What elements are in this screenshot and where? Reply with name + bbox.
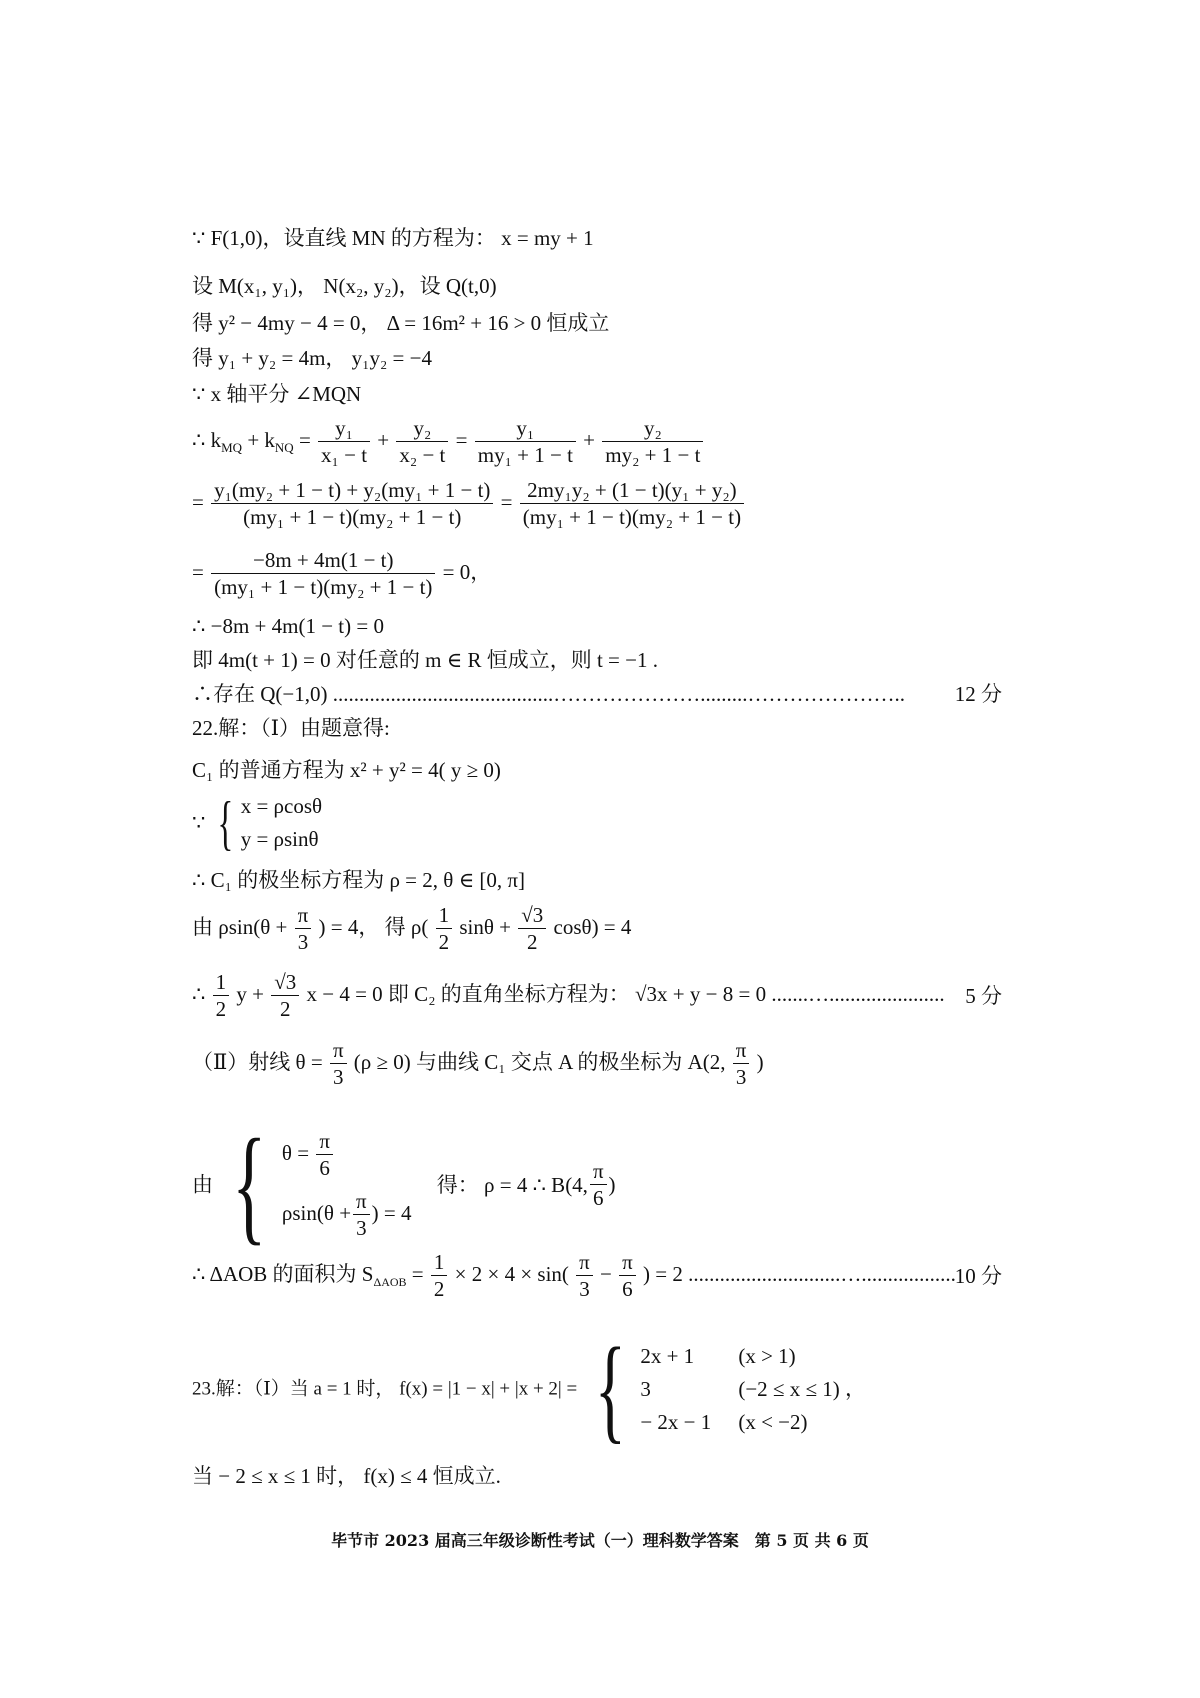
score-10: 10 分 [954,1264,1002,1288]
fraction: $\frac{-8m + 4m(1 - t)}{\text{(my₁ + 1 − t)(my₂ + 1 − t)}}$ [211,550,435,598]
line-focus-setup: ∵ F(1,0)，设直线 MN 的方程为： x = my + 1 [192,226,594,250]
line-angle-bisector: ∵ x 轴平分 ∠MQN [192,382,362,406]
line-equation-zero: ∴ −8m + 4m(1 − t) = 0 [192,614,384,638]
fraction: $\frac{\pi}{6}$ [590,1161,607,1209]
fraction: $\frac{\pi}{6}$ [316,1131,333,1179]
line-quadratic: 得 y² − 4my − 4 = 0， Δ = 16m² + 16 > 0 恒成立 [192,311,610,335]
line-c1-normal: C₁ 的普通方程为 x² + y² = 4( y ≥ 0) [192,758,501,782]
line-points-setup: 设 M(x₁, y₁)， N(x₂, y₂)，设 Q(t,0) [192,274,497,298]
line-ray-intersection: （Ⅱ）射线 θ = $\frac{\pi}{3}$ (ρ ≥ 0) 与曲线 C₁ 交点 A 的极坐标为 A(2, $\frac{\pi}{3}$ ) [192,1038,764,1089]
line-polar-system: ∵ { x = ρcosθ y = ρsinθ [192,790,323,856]
fraction: $\frac{√3}{2}$ [271,972,299,1020]
line-c1-polar: ∴ C₁ 的极坐标方程为 ρ = 2, θ ∈ [0, π] [192,868,525,892]
fraction: $\frac{\pi}{3}$ [353,1191,370,1239]
line-triangle-area: ∴ ΔAOB 的面积为 $S_{\Delta AOB}$ = $\frac{1}{2}$ × 2 × 4 × sin( $\frac{\pi}{3}$ − $\frac{\pi}{6}$ ) = 2 .............................….................. 10 分 [192,1250,1002,1301]
line-combined-fraction: = $\frac{\text{y₁(my₂ + 1 − t) + y₂(my₁ + 1 − t)}}{\text{(my₁ + 1 − t)(my₂ + 1 − t)}}$ = $\frac{\text{2my₁y₂ + (1 − t)(y₁ + y₂)}}{\text{(my₁ + 1 − t)(my₂ + 1 − t)}}$ [192,480,746,528]
fraction: $\frac{\text{2my₁y₂ + (1 − t)(y₁ + y₂)}}{\text{(my₁ + 1 − t)(my₂ + 1 − t)}}$ [520,480,744,528]
line-q-exists: ∴存在 Q(−1,0) ..........................................………………….........………………….. 12 分 [192,682,1002,706]
line-c2-expand: 由 ρsin(θ + $\frac{\pi}{3}$ ) = 4， 得 ρ( $\frac{1}{2}$ sinθ + $\frac{√3}{2}$ cosθ) = 4 [192,903,632,954]
fraction: $\frac{\text{y₁(my₂ + 1 − t) + y₂(my₁ + 1 − t)}}{\text{(my₁ + 1 − t)(my₂ + 1 − t)}}$ [211,480,493,528]
q22-heading: 22.解：（Ⅰ）由题意得: [192,716,390,740]
left-brace: { [232,1113,267,1257]
fraction: $\frac{\pi}{3}$ [576,1252,593,1300]
line-t-value: 即 4m(t + 1) = 0 对任意的 m ∈ R 恒成立，则 t = −1 . [192,648,658,672]
left-brace: { [595,1323,627,1454]
fraction: $\frac{1}{2}$ [436,905,453,953]
fraction: $\frac{1}{2}$ [213,972,230,1020]
line-simplified-fraction: = $\frac{-8m + 4m(1 - t)}{\text{(my₁ + 1 − t)(my₂ + 1 − t)}}$ = 0， [192,548,492,599]
line-vieta: 得 y₁ + y₂ = 4m， y₁y₂ = −4 [192,346,432,370]
fraction: $\frac{1}{2}$ [431,1252,448,1300]
q23-piecewise: 23.解：（Ⅰ）当 a = 1 时， f(x) = |1 − x| + |x + 2| = { 2x + 1 (x > 1) 3 (−2 ≤ x ≤ 1) − 2x − 1 (x < −2) ， [192,1323,866,1454]
page-footer: 毕节市 2023 届高三年级诊断性考试（一）理科数学答案 第 5 页 共 6 页 [331,1531,869,1550]
fraction: $\frac{\text{y₂}}{\text{my₂ + 1 − t}}$ [602,418,703,466]
fraction: $\frac{\text{y₂}}{\text{x₂ − t}}$ [396,418,448,466]
line-slope-sum: ∴ $k_{MQ} + k_{NQ}$ = $\frac{\text{y₁}}{\text{x₁ − t}}$ + $\frac{\text{y₂}}{\text{x₂ − t}}$ = $\frac{\text{y₁}}{\text{my₁ + 1 − t}}$ + $\frac{\text{y₂}}{\text{my₂ + 1 − t}}$ [192,418,705,466]
fraction: $\frac{√3}{2}$ [518,905,546,953]
fraction: $\frac{\pi}{6}$ [619,1252,636,1300]
left-brace: { [217,790,233,856]
score-5: 5 分 [965,984,1002,1008]
line-c2-cartesian: ∴ $\frac{1}{2}$ y + $\frac{√3}{2}$ x − 4 = 0 即 C₂ 的直角坐标方程为： √3x + y − 8 = 0 .......…...................... 5 分 [192,970,1002,1021]
fraction: $\frac{\pi}{3}$ [733,1040,750,1088]
fraction: $\frac{\text{y₁}}{\text{my₁ + 1 − t}}$ [475,418,576,466]
fraction: $\frac{\pi}{3}$ [295,905,312,953]
line-point-b: 由 { θ = $\frac{\pi}{6}$ ρsin(θ + $\frac{\pi}{3}$ ) = 4 得： ρ = 4 ∴ B(4, $\frac{\pi}{6}$ ) [192,1113,616,1257]
fraction: $\frac{\pi}{3}$ [330,1040,347,1088]
fraction: $\frac{\text{y₁}}{\text{x₁ − t}}$ [318,418,370,466]
line-inequality-holds: 当 − 2 ≤ x ≤ 1 时， f(x) ≤ 4 恒成立. [192,1464,501,1488]
score-12: 12 分 [954,682,1002,706]
